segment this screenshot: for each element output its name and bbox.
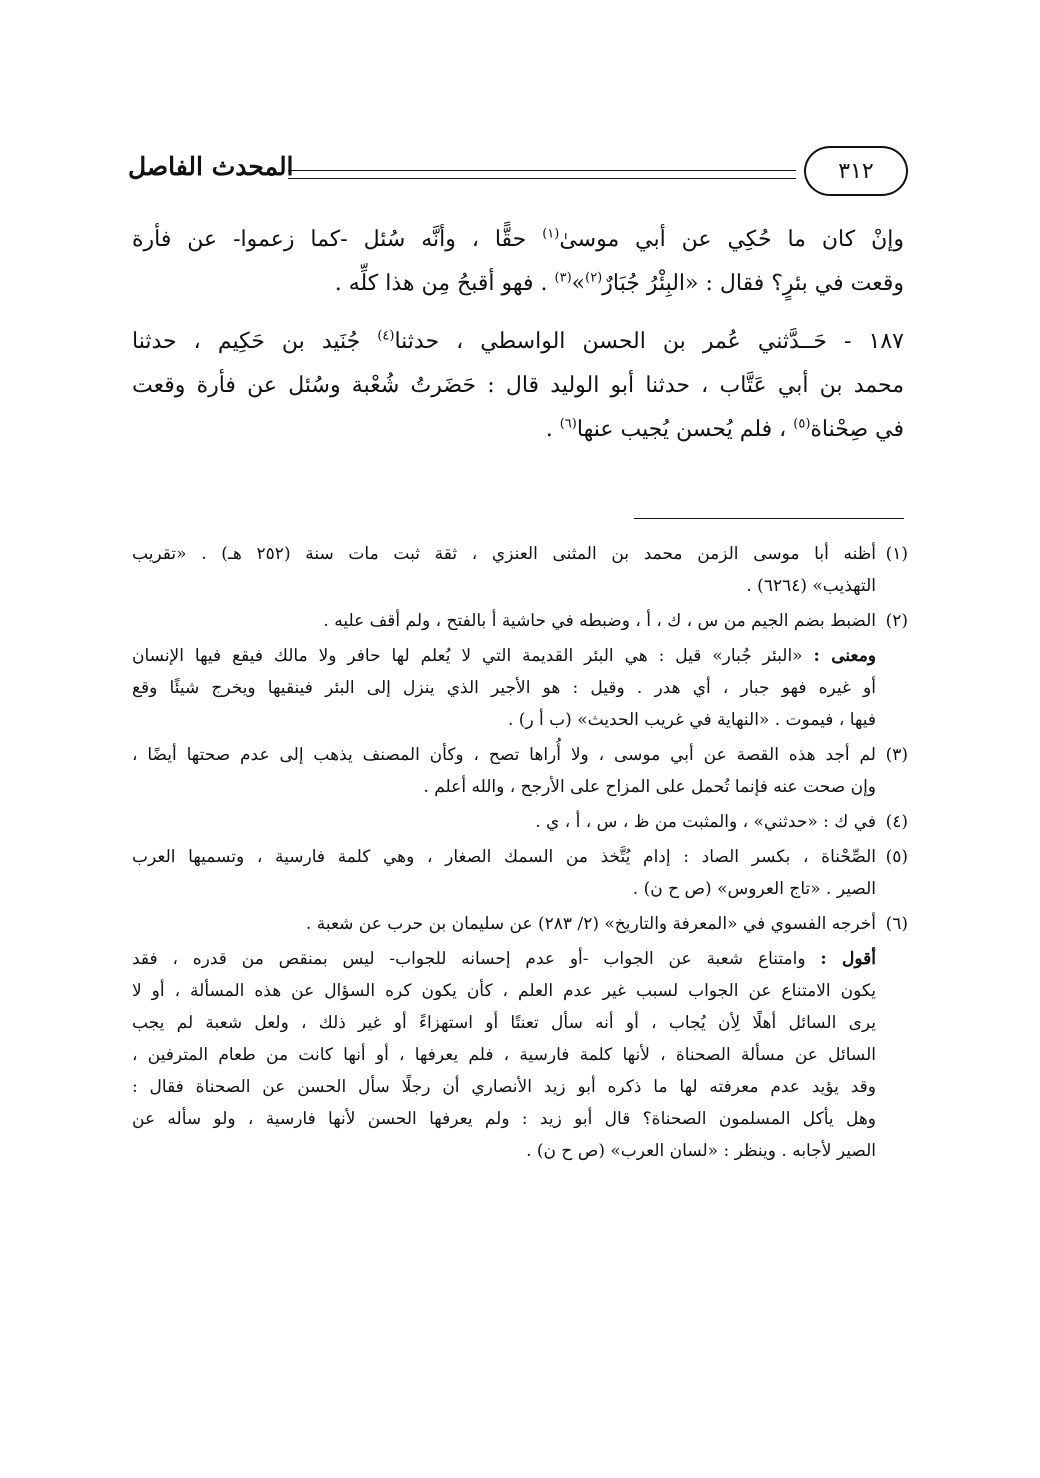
footnote-text xyxy=(132,739,876,803)
footnote-ref: (٥) xyxy=(793,416,811,432)
footnote-line: لم أجد هذه القصة عن أبي موسى ، ولا أُراها تصح ، وكأن المصنف يذهب إلى عدم صحتها أيضًا ، xyxy=(132,745,876,765)
text-run: محمد بن أبي عَتَّاب ، حدثنا أبو الوليد قال : حَضَرتُ شُعْبة وسُئل عن فأرة وقعت xyxy=(132,373,904,398)
header-rule-top xyxy=(288,170,796,171)
text-run: » xyxy=(571,271,586,296)
footnote-line: أخرجه الفسوي في «المعرفة والتاريخ» (٢/ ٢٨٣) عن سليمان بن حرب عن شعبة . xyxy=(305,914,876,934)
footnote-line: الضبط بضم الجيم من س ، ك ، أ ، وضبطه في حاشية أ بالفتح ، ولم أقف عليه . xyxy=(323,611,876,631)
footnote-number: (٦) xyxy=(885,914,908,934)
footnote-ref: (٣) xyxy=(554,270,572,286)
footnote-line: الصير . «تاج العروس» (ص ح ن) . xyxy=(632,879,876,899)
footnote-ref: (٦) xyxy=(559,416,577,432)
footnote-line: أو غيره فهو جبار ، أي هدر . وقيل : هو الأجير الذي ينزل إلى البئر فينقيها ويخرج شيئًا وقع xyxy=(132,678,876,698)
text-run: ، فلم يُحسن يُجيب عنها xyxy=(576,417,787,442)
text-run: «البئر جُبار» قيل : هي البئر القديمة التي لا يُعلم لها حافر ولا مالك فيقع فيها الإنسان xyxy=(132,646,803,666)
footnote-2 xyxy=(132,605,908,637)
footnote-3 xyxy=(132,739,908,803)
footnote-line: الصير لأجابه . وينظر : «لسان العرب» (ص ح ن) . xyxy=(526,1141,876,1161)
footnote-line: وقد يؤيد عدم معرفته لها ما ذكره أبو زيد الأنصاري أن رجلًا سأل الحسن عن الصحناة فقال : xyxy=(132,1077,876,1097)
running-title: المحدث الفاصل xyxy=(128,152,294,181)
footnote-line: وهل يأكل المسلمون الصحناة؟ قال أبو زيد : ولم يعرفها الحسن لأنها فارسية ، ولو سأله عن xyxy=(132,1109,876,1129)
footnote-line: الصِّحْناة ، بكسر الصاد : إدام يُتَّخذ من السمك الصغار ، وهي كلمة فارسية ، وتسميها العرب xyxy=(132,847,876,867)
footnote-number: (٥) xyxy=(885,847,908,867)
text-run: حقًّا ، وأنَّه سُئل -كما زعموا- عن فأرة xyxy=(132,227,527,252)
footnote-6 xyxy=(132,908,908,940)
footnote-text xyxy=(132,605,876,637)
footnote-number: (٢) xyxy=(885,611,908,631)
footnotes xyxy=(132,538,908,1170)
footnote-6-comment xyxy=(132,943,876,1167)
paragraph-1 xyxy=(132,218,904,306)
main-line xyxy=(132,364,904,408)
text-run: وإنْ كان ما حُكِي عن أبي موسىٰ xyxy=(559,227,904,252)
footnote-ref: (٤) xyxy=(377,328,395,344)
main-line xyxy=(132,408,904,452)
footnote-number: (٣) xyxy=(885,745,908,765)
lead-word: ومعنى : xyxy=(813,646,877,666)
text-run: وقعت في بئرٍ؟ فقال : «البِئْرُ جُبَارٌ xyxy=(602,271,904,296)
text-run: . xyxy=(545,417,560,442)
footnote-text xyxy=(132,806,876,838)
footnote-line: وإن صحت عنه فإنما تُحمل على المزاح على الأرجح ، والله أعلم . xyxy=(423,777,876,797)
lead-word: أقول : xyxy=(820,949,876,969)
main-line xyxy=(132,262,904,306)
text-run: في صِحْناة xyxy=(810,417,904,442)
text-run: وامتناع شعبة عن الجواب -أو عدم إحسانه للجواب- ليس بمنقص من قدره ، فقد xyxy=(132,949,806,969)
main-line xyxy=(132,320,904,364)
paragraph-187 xyxy=(132,320,904,452)
footnote-separator xyxy=(634,518,904,519)
footnote-ref: (١) xyxy=(542,226,560,242)
footnote-line: يكون الامتناع عن الجواب لسبب غير عدم العلم ، كأن يكون كره السؤال عن هذه المسألة ، أو لا xyxy=(132,981,876,1001)
page-header xyxy=(128,140,908,210)
footnote-line: التهذيب» (٦٢٦٤) . xyxy=(746,576,876,596)
footnote-number: (٤) xyxy=(885,812,908,832)
footnote-line: يرى السائل أهلًا لِأن يُجاب ، أو أنه سأل تعنتًا أو استهزاءً أو غير ذلك ، ولعل شعبة لم يجب xyxy=(132,1013,876,1033)
text-run: جُنَيد بن حَكِيم ، حدثنا xyxy=(132,329,361,354)
footnote-line: أظنه أبا موسى الزمن محمد بن المثنى العنزي ، ثقة ثبت مات سنة (٢٥٢ هـ) . «تقريب xyxy=(132,544,876,564)
footnote-line xyxy=(132,640,876,672)
footnote-2-meaning xyxy=(132,640,876,736)
footnote-1 xyxy=(132,538,908,602)
footnote-line: السائل عن مسألة الصحناة ، لأنها كلمة فارسية ، فلم يعرفها ، أو أنها كانت من طعام المترفين ، xyxy=(132,1045,876,1065)
main-line xyxy=(132,218,904,262)
footnote-text xyxy=(132,908,876,940)
footnote-text xyxy=(132,538,876,602)
footnote-text xyxy=(132,841,876,905)
footnote-number: (١) xyxy=(885,544,908,564)
footnote-5 xyxy=(132,841,908,905)
footnote-line: فيها ، فيموت . «النهاية في غريب الحديث» (ب أ ر) . xyxy=(508,710,876,730)
footnote-line: في ك : «حدثني» ، والمثبت من ظ ، س ، أ ، ي . xyxy=(535,812,876,832)
main-text xyxy=(132,218,904,452)
footnote-line xyxy=(132,943,876,975)
text-run: . فهو أقبحُ مِن هذا كلِّه . xyxy=(334,271,555,296)
text-run: ١٨٧ - حَــدَّثني عُمر بن الحسن الواسطي ، حدثنا xyxy=(394,329,904,354)
footnote-4 xyxy=(132,806,908,838)
footnote-ref: (٢) xyxy=(585,270,603,286)
header-rule-bottom xyxy=(288,178,796,179)
page-number: ٣١٢ xyxy=(804,146,908,196)
